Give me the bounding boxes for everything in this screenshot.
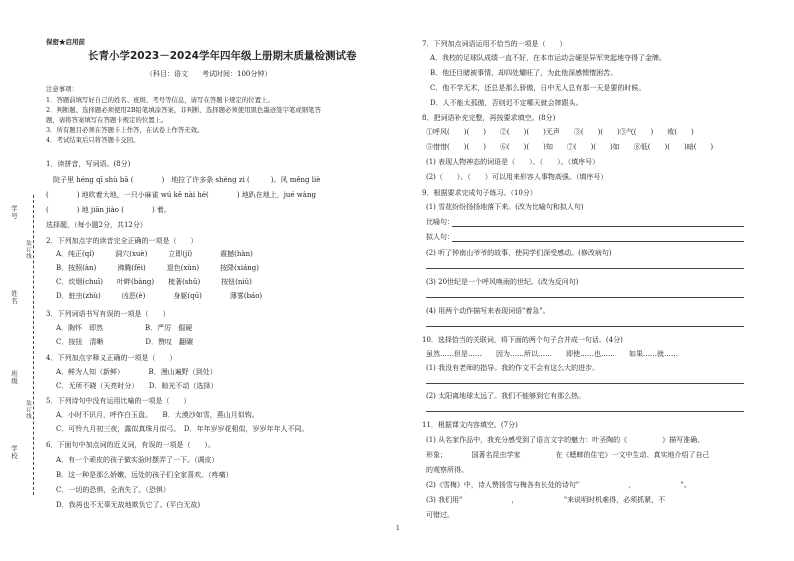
notes-item: 2．判断题、选择题必须使用2B铅笔填涂答案，非判断、选择题必须使用黑色墨迹签字笔或钢笔答 xyxy=(46,106,321,114)
q1-line: ( ) 地吹着大地，一只小麻雀 wú kě nài hé( ) 地趴在地上，jué wàng xyxy=(46,191,316,199)
q6-option: B．这一种是那么娇嫩，远处的孩子们全家喜欢。（疼痛） xyxy=(56,471,233,479)
q3-option: A．胸怀 即然 B．严厉 倔硬 xyxy=(56,324,193,332)
q6-option: C．一切的恐惧，全消失了。（恐惧） xyxy=(56,486,170,494)
q5-option: C．可怜九月初三夜，露似真珠月似弓。 D．年年岁岁花相似，岁岁年年人不同。 xyxy=(56,425,309,433)
notes-item: 1．答题前填写好自己的姓名、班级、考号等信息，请写在答题卡规定的位置上。 xyxy=(46,96,274,104)
q11-line: 可错过。 xyxy=(426,511,454,519)
answer-line xyxy=(452,241,744,242)
q2-option: D．蛀虫(zhù) 凶恶(è) 身躯(qū) 薄雾(báo) xyxy=(56,292,263,300)
q11-line: (1) 从名家作品中，我充分感受到了语言文字的魅力：叶圣陶的《 》描写准确、 xyxy=(426,436,705,444)
q9-sub: (4) 用两个动作描写来表现词语"着急"。 xyxy=(426,307,550,315)
q9-sub: (2) 听了钟南山爷爷的故事，使同学们深受感动。(修改病句) xyxy=(426,249,612,257)
q1-title: 1．读拼音，写词语。(8分) xyxy=(46,160,131,168)
q8-sub: (1) 表现人物神态的词语是（ ）、（ ）。（填序号） xyxy=(426,158,600,166)
binding-label-2: 装订线 xyxy=(25,400,31,420)
q10-title: 10．选择恰当的关联词，将下面的两个句子合并成一句话。(4分) xyxy=(422,336,623,344)
q11-line: 形象； 国著名昆虫学家 在《蟋蟀的住宅》一文中生动、真实地介绍了自己 xyxy=(426,451,710,459)
q8-row: ①呼风( )( ) ②( )( )无声 ③( )( )③气( ) 败( ) xyxy=(426,128,694,136)
q6-title: 6．下面句中加点词的近义词，有误的一项是（ ）。 xyxy=(46,441,215,449)
q11-line: (3) 我们用" ， "来说明时机难得，必须抓紧，不 xyxy=(426,496,666,504)
q2-option: B．按照(àn) 沸腾(fēi) 退色(xùn) 按降(xiáng) xyxy=(56,264,259,272)
notes-item: 4．考试结束后只将答题卡交回。 xyxy=(46,136,140,144)
q8-row: ⑤惜惜( )( ) ⑥( )( )知 ⑦( )( )如 ⑧低( )( )暗( ) xyxy=(426,143,714,151)
q7-option: B．他还目睹被事情，却四处耀旺了，为此他深感懊惰困苦。 xyxy=(430,69,618,77)
q8-title: 8．把词语补充完整，再按要求填空。(8分) xyxy=(422,114,556,122)
q4-option: C．无所不晓（天亮时分） D．晾光不动（选择） xyxy=(56,382,218,390)
q1-line: 院子里 héng qī shù bā ( ) 地拉了许多条 shéng zi ( )。风 měng liè xyxy=(46,176,321,184)
margin-label-student-id: 学号 xyxy=(10,205,18,220)
page-number: 1 xyxy=(396,525,400,532)
q5-title: 5．下列诗句中没有运用比喻的一项是（ ） xyxy=(46,397,191,405)
q3-title: 3．下列词语书写有误的一项是（ ） xyxy=(46,310,170,318)
binding-line xyxy=(33,195,34,495)
q4-option: A．鲜为人知（新鲜） B．漫山遍野（到处） xyxy=(56,368,217,376)
exam-subtitle: （科目：语文 考试时间：100分钟） xyxy=(146,70,272,78)
section-choice: 选择题，（每小题2分，共12分） xyxy=(46,221,147,229)
secret-mark: 保密★启用前 xyxy=(46,38,85,46)
q11-line: 的观察所得。 xyxy=(426,466,468,474)
q10-connectives: 虽然……但是…… 因为……所以…… 即使……也…… 如果……就…… xyxy=(426,350,678,358)
notes-heading: 注意事项： xyxy=(46,85,78,93)
q11-line: (2)《雪梅》中，诗人赞扬雪与梅各有长处的诗句" ， "。 xyxy=(426,481,691,489)
q7-option: A．我校的足球队成绩一直不好，在本市运动会硬是异军突起地夺得了金牌。 xyxy=(430,54,667,62)
q5-option: A．小时不识月，呼作白玉盘。 B．大漠沙如雪，燕山月似钩。 xyxy=(56,411,259,419)
q10-sub: (1) 我没有老师的指导。我的作文不会有这么大的进步。 xyxy=(426,364,600,372)
answer-line xyxy=(452,226,744,227)
q7-option: D．人不能太孤傲，否则迟不定哪天就会摔跟头。 xyxy=(430,99,583,107)
notes-item: 题，请将答案填写在答题卡规定的位置上。 xyxy=(46,116,168,124)
q6-option: D．我再也不无辜无故地欺负它了。(平白无故) xyxy=(56,501,201,509)
q9-sub: (1) 雪花纷纷扬扬地落下来。(改为比喻句和拟人句) xyxy=(426,203,584,211)
notes-item: 3．所有题目必须在答题卡上作答，在试卷上作答无效。 xyxy=(46,126,204,134)
answer-line xyxy=(426,383,744,384)
exam-title: 长青小学2023－2024学年四年级上册期末质量检测试卷 xyxy=(88,50,357,62)
answer-line xyxy=(426,411,744,412)
q9-sub: (3) 20世纪是一个呼风唤雨的世纪。(改为反问句) xyxy=(426,278,579,286)
answer-line xyxy=(426,297,744,298)
q10-sub: (2) 太阳离地球太远了。我们不能够到它有那么热。 xyxy=(426,392,586,400)
q6-option: A．有一个顽皮的孩子做实验时摆弄了一下。（调皮） xyxy=(56,456,219,464)
q2-option: A．纯正(qí) 洞穴(xuè) 立即(jí) 震撼(hàn) xyxy=(56,250,253,258)
q11-title: 11．根据课文内容填空。(7分) xyxy=(422,421,518,429)
q9-label-personify: 拟人句： xyxy=(426,233,454,241)
q3-option: C．按扭 清晰 D．赞叹 翻碾 xyxy=(56,338,193,346)
q2-option: C．炊烟(chuī) 叶畔(bàng) 梳著(shū) 按钮(niǔ) xyxy=(56,278,252,286)
q9-title: 9．根据要求完成句子练习。（10分） xyxy=(422,189,537,197)
margin-label-school: 学校 xyxy=(10,445,18,460)
q9-label-simile: 比喻句： xyxy=(426,218,454,226)
q7-option: C．他不学无术，还总是那么骄傲，日中无人总有那一天是要的时候。 xyxy=(430,84,646,92)
answer-line xyxy=(426,268,744,269)
answer-line xyxy=(426,326,744,327)
q8-sub: (2)（ ）、（ ）可以用来形容人事物高强。（填序号） xyxy=(426,173,608,181)
q1-line: ( ) 地 jiān jiào ( ) 着。 xyxy=(46,206,171,214)
binding-label: 装订线 xyxy=(25,240,31,260)
margin-label-name: 姓名 xyxy=(10,290,18,305)
q7-title: 7．下列加点词语运用不恰当的一项是（ ） xyxy=(422,40,567,48)
q4-title: 4．下列加点字释义正确的一项是（ ） xyxy=(46,354,177,362)
q2-title: 2．下列加点字的读音完全正确的一项是（ ） xyxy=(46,237,198,245)
margin-label-class: 班级 xyxy=(10,370,18,385)
